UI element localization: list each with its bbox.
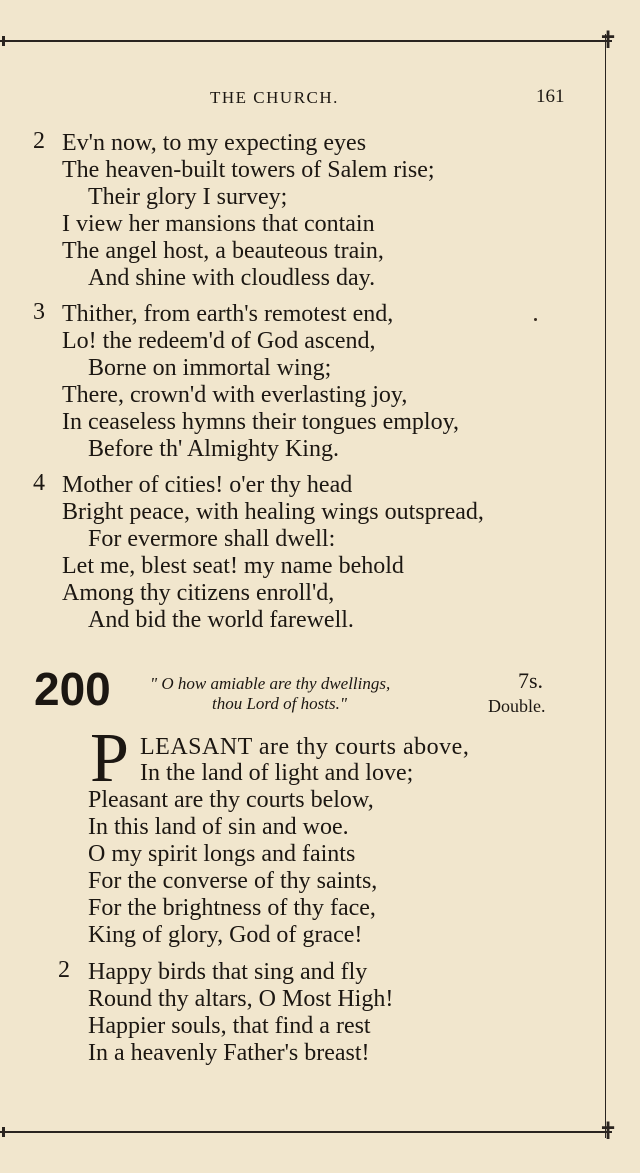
verse-line: King of glory, God of grace!: [88, 922, 363, 948]
epigraph-line-2: thou Lord of hosts.": [212, 694, 347, 713]
verse-line: In ceaseless hymns their tongues employ,: [62, 409, 460, 435]
verse-number: 4: [33, 470, 45, 496]
verse-line: Pleasant are thy courts below,: [88, 787, 374, 813]
verse-number: 2: [33, 128, 45, 154]
page-number: 161: [536, 86, 565, 107]
first-line: LEASANT are thy courts above,: [140, 734, 470, 760]
meter-type: Double.: [488, 696, 546, 716]
verse-line: In a heavenly Father's breast!: [88, 1040, 370, 1066]
ink-speck: [534, 318, 537, 321]
verse-line: For evermore shall dwell:: [88, 526, 336, 552]
verse-line: Borne on immortal wing;: [88, 355, 332, 381]
verse-line: Happier souls, that find a rest: [88, 1013, 371, 1039]
verse-line: And bid the world farewell.: [88, 607, 354, 633]
verse-line: Thither, from earth's remotest end,: [62, 301, 394, 327]
verse-line: Ev'n now, to my expecting eyes: [62, 130, 367, 156]
hymn-number: 200: [34, 663, 111, 715]
verse-number: 3: [33, 299, 45, 325]
running-head: [0, 86, 590, 114]
bottom-cross-ornament-icon: ✝: [598, 1119, 619, 1145]
top-left-tick: [2, 36, 5, 46]
verse-line: Mother of cities! o'er thy head: [62, 472, 353, 498]
verse-line: Let me, blest seat! my name behold: [62, 553, 404, 579]
running-title: THE CHURCH.: [210, 88, 339, 107]
verse-line: In this land of sin and woe.: [88, 814, 349, 840]
verse-number: 2: [58, 957, 70, 983]
verse-line: For the converse of thy saints,: [88, 868, 378, 894]
top-rule: [0, 40, 612, 42]
verse-line: I view her mansions that contain: [62, 211, 375, 237]
verse-line: And shine with cloudless day.: [88, 265, 376, 291]
verse-line: The heaven-built towers of Salem rise;: [62, 157, 435, 183]
top-cross-ornament-icon: ✝: [598, 28, 619, 54]
bottom-left-tick: [2, 1127, 5, 1137]
verse-line: In the land of light and love;: [140, 760, 414, 786]
verse-line: Happy birds that sing and fly: [88, 959, 368, 985]
meter: 7s.: [518, 668, 544, 693]
hymn-header: [0, 662, 600, 722]
verse-line: For the brightness of thy face,: [88, 895, 376, 921]
verse-line: Round thy altars, O Most High!: [88, 986, 394, 1012]
verse-line: Lo! the redeem'd of God ascend,: [62, 328, 376, 354]
drop-cap: P: [90, 720, 129, 797]
verse-line: O my spirit longs and faints: [88, 841, 356, 867]
right-rule: [605, 34, 606, 1138]
bottom-rule: [0, 1131, 612, 1133]
verse-line: Among thy citizens enroll'd,: [62, 580, 335, 606]
verse-line: Bright peace, with healing wings outspread,: [62, 499, 484, 525]
verse-line: Before th' Almighty King.: [88, 436, 339, 462]
epigraph-line-1: " O how amiable are thy dwellings,: [150, 674, 391, 693]
verse-line: The angel host, a beauteous train,: [62, 238, 384, 264]
verse-line: Their glory I survey;: [88, 184, 288, 210]
verse-line: There, crown'd with everlasting joy,: [62, 382, 408, 408]
